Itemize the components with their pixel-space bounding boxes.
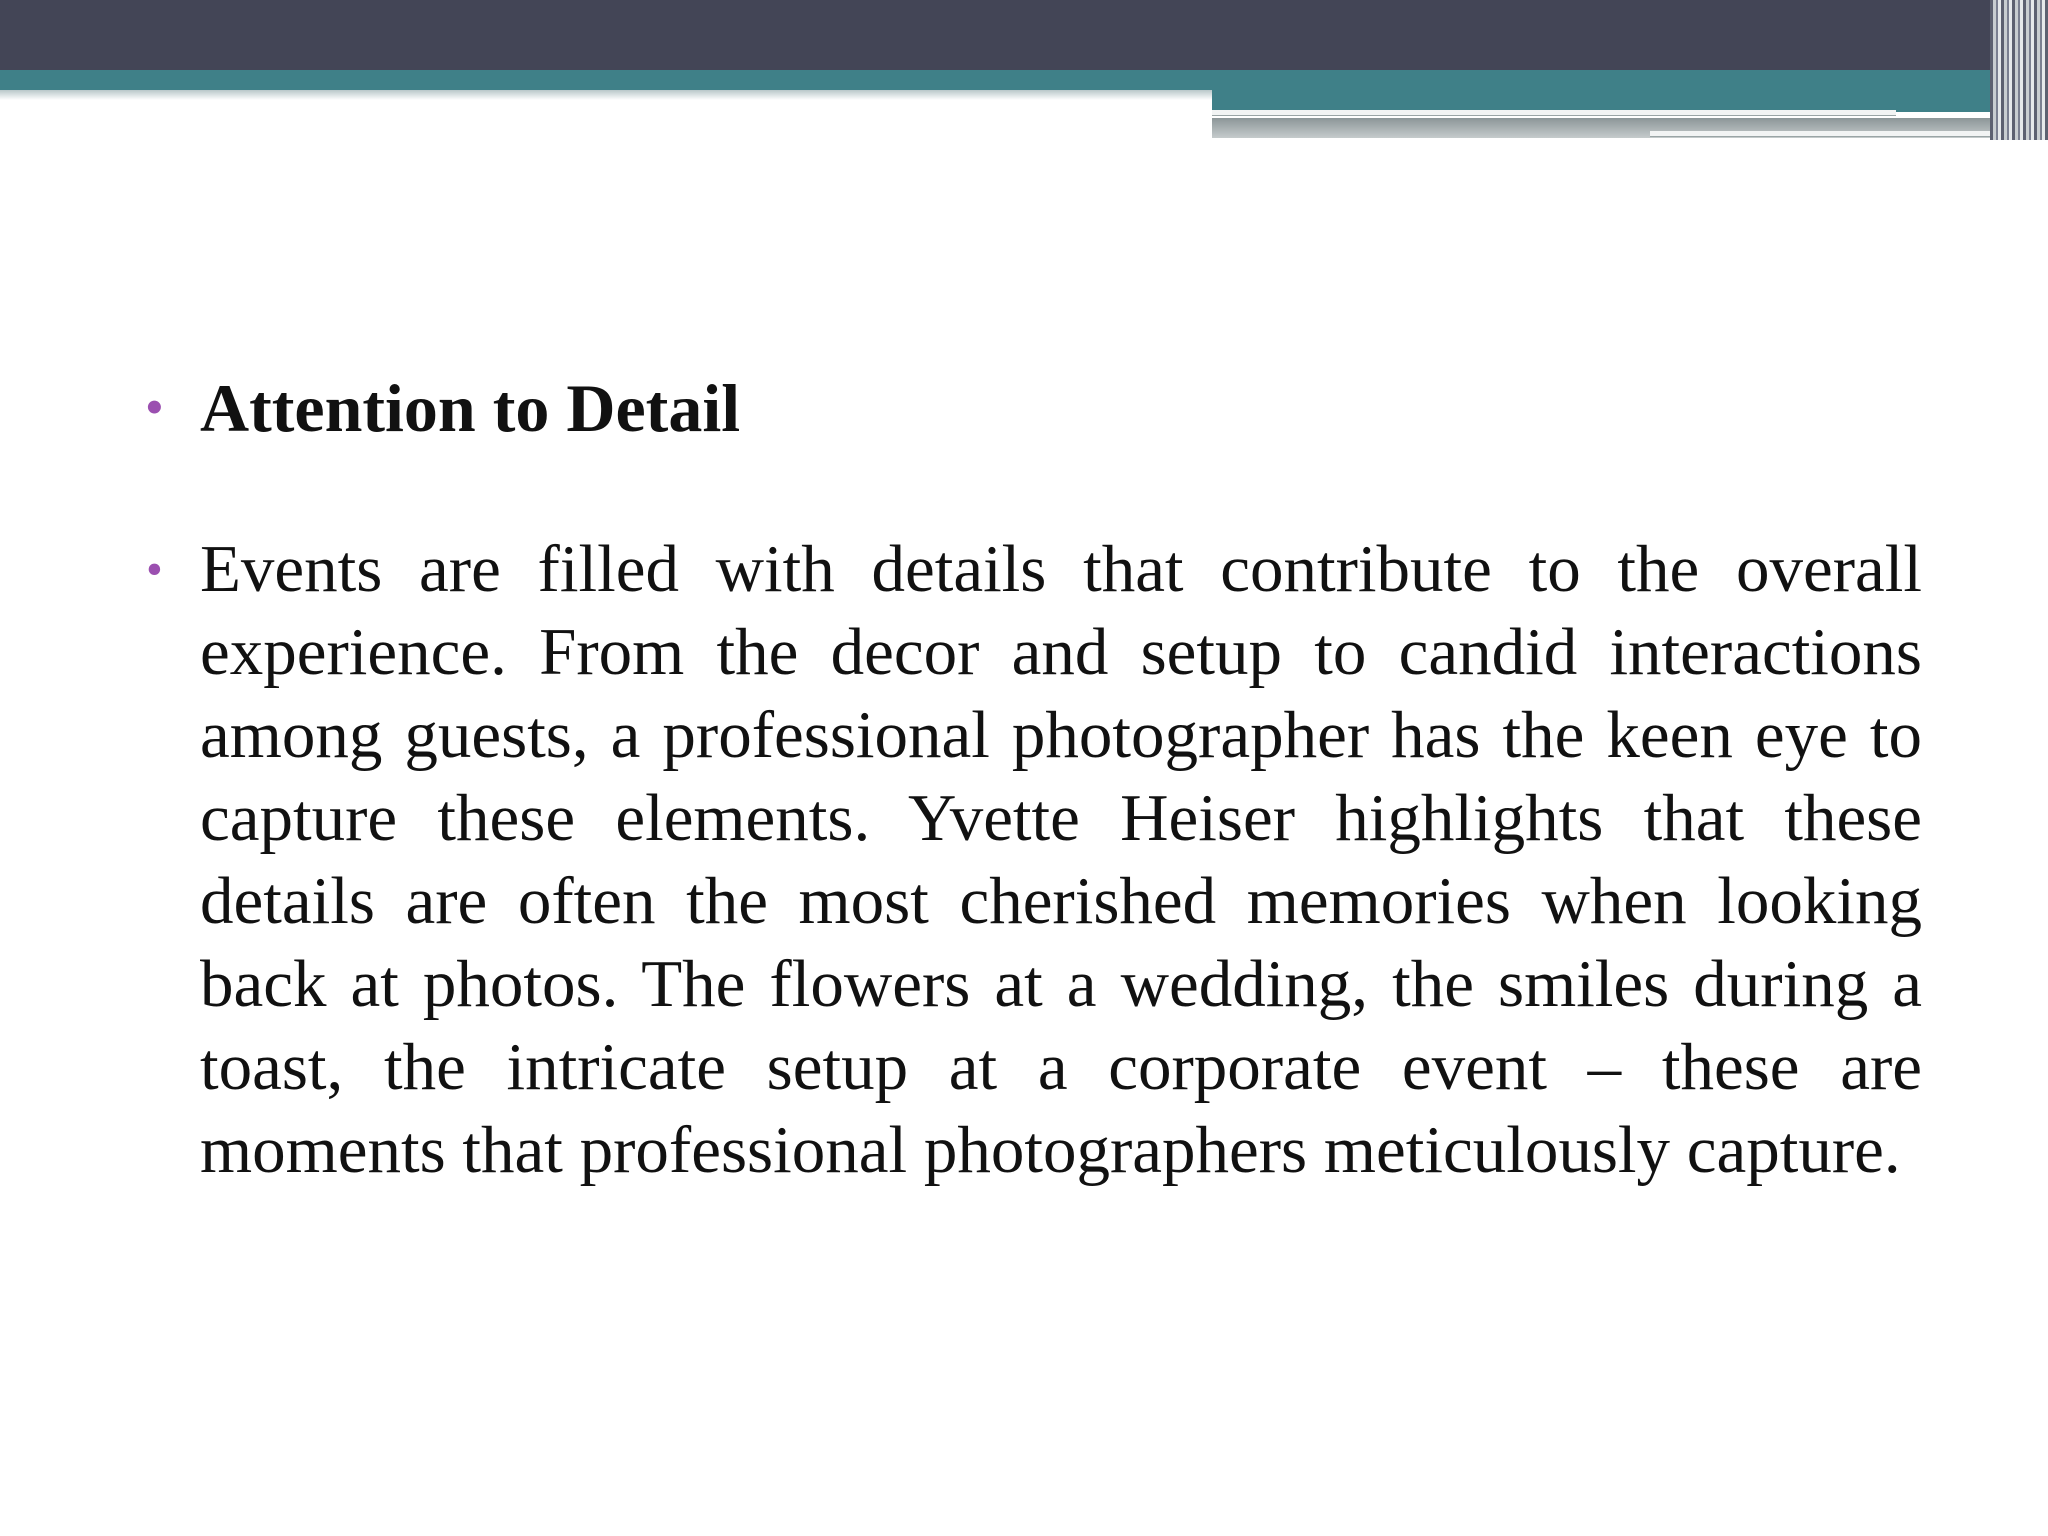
header-band-teal <box>0 70 1990 90</box>
header-accent-line-lower <box>1650 131 2006 136</box>
header-edge-stripes <box>1990 0 2048 140</box>
slide-content <box>140 360 1922 1192</box>
slide-heading: Attention to Detail <box>200 370 741 446</box>
slide-body-text: Events are filled with details that contribute to the overall experience. From the decor and setup to candid interactions among guests, a professional photographer has the keen eye to capture these elements. Yvette Heiser highlights that these details are often the most cherished memories when looking back at photos. The flowers at a wedding, the smiles during a toast, the intricate setup at a corporate event – these are moments that professional photographers meticulously capture. <box>200 532 1922 1187</box>
bullet-heading <box>140 360 1922 456</box>
header-band-teal-step <box>1212 90 1990 112</box>
bullet-icon: • <box>146 543 163 596</box>
bullet-body <box>140 528 1922 1192</box>
header-band-shadow <box>0 90 1212 100</box>
header-band-dark <box>0 0 2048 70</box>
bullet-icon: • <box>146 381 163 434</box>
header-accent-line <box>1212 110 1896 115</box>
